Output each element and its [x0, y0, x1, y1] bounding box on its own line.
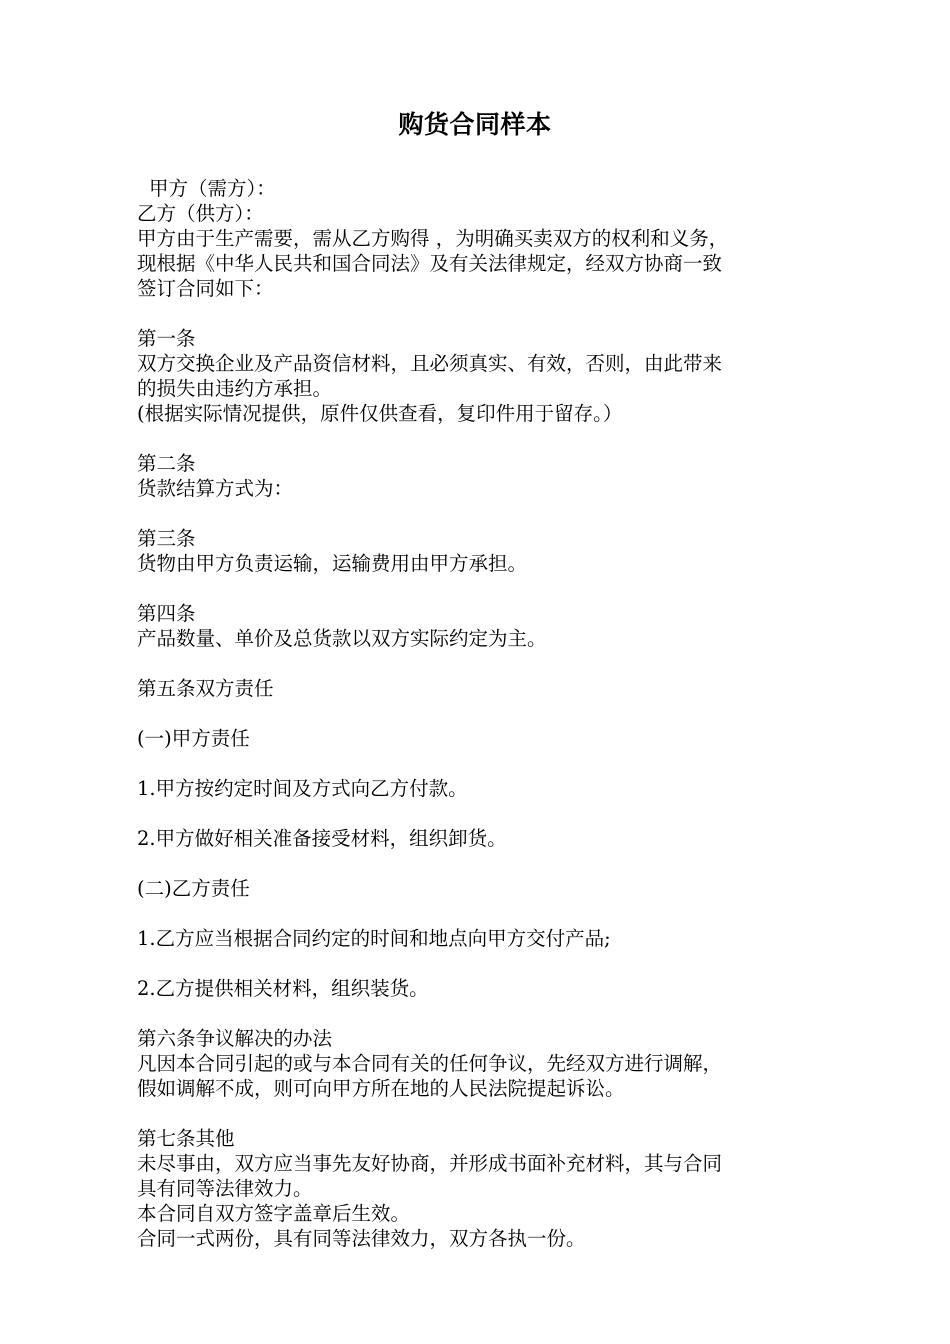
article-1-note: (根据实际情况提供，原件仅供查看，复印件用于留存。）	[137, 402, 623, 425]
article-3-heading: 第三条	[137, 527, 196, 550]
article-5-heading: 第五条双方责任	[137, 677, 274, 700]
party-b-line: 乙方（供方）：	[137, 202, 264, 225]
article-6-heading: 第六条争议解决的办法	[137, 1027, 333, 1050]
article-7-heading: 第七条其他	[137, 1127, 235, 1150]
party-a-duties-heading: (一)甲方责任	[137, 727, 250, 750]
article-2-heading: 第二条	[137, 452, 196, 475]
article-6-text: 凡因本合同引起的或与本合同有关的任何争议，先经双方进行调解，	[137, 1052, 723, 1075]
party-a-duty-item: 1.甲方按约定时间及方式向乙方付款。	[137, 777, 468, 800]
intro-line: 签订合同如下：	[137, 277, 274, 300]
article-7-text: 具有同等法律效力。	[137, 1177, 313, 1200]
article-1-text: 的损失由违约方承担。	[137, 377, 333, 400]
intro-line: 现根据《中华人民共和国合同法》及有关法律规定，经双方协商一致	[137, 252, 723, 275]
party-b-duty-item: 2.乙方提供相关材料，组织装货。	[137, 977, 429, 1000]
article-4-heading: 第四条	[137, 602, 196, 625]
article-1-text: 双方交换企业及产品资信材料，且必须真实、有效，否则，由此带来	[137, 352, 723, 375]
article-6-text: 假如调解不成，则可向甲方所在地的人民法院提起诉讼。	[137, 1077, 625, 1100]
article-3-text: 货物由甲方负责运输，运输费用由甲方承担。	[137, 552, 528, 575]
article-7-text: 未尽事由，双方应当事先友好协商，并形成书面补充材料，其与合同	[137, 1152, 723, 1175]
contract-body	[137, 176, 827, 1251]
document-title: 购货合同样本	[398, 110, 552, 139]
article-1-heading: 第一条	[137, 327, 196, 350]
party-b-duties-heading: (二)乙方责任	[137, 877, 250, 900]
party-a-duty-item: 2.甲方做好相关准备接受材料，组织卸货。	[137, 827, 507, 850]
article-7-text: 合同一式两份，具有同等法律效力，双方各执一份。	[137, 1227, 586, 1250]
party-a-line: 甲方（需方）：	[149, 177, 276, 200]
intro-line: 甲方由于生产需要，需从乙方购得 ，为明确买卖双方的权利和义务，	[137, 227, 729, 250]
article-4-text: 产品数量、单价及总货款以双方实际约定为主。	[137, 627, 547, 650]
article-2-text: 货款结算方式为：	[137, 477, 294, 500]
article-7-text: 本合同自双方签字盖章后生效。	[137, 1202, 411, 1225]
party-b-duty-item: 1.乙方应当根据合同约定的时间和地点向甲方交付产品;	[137, 927, 611, 950]
